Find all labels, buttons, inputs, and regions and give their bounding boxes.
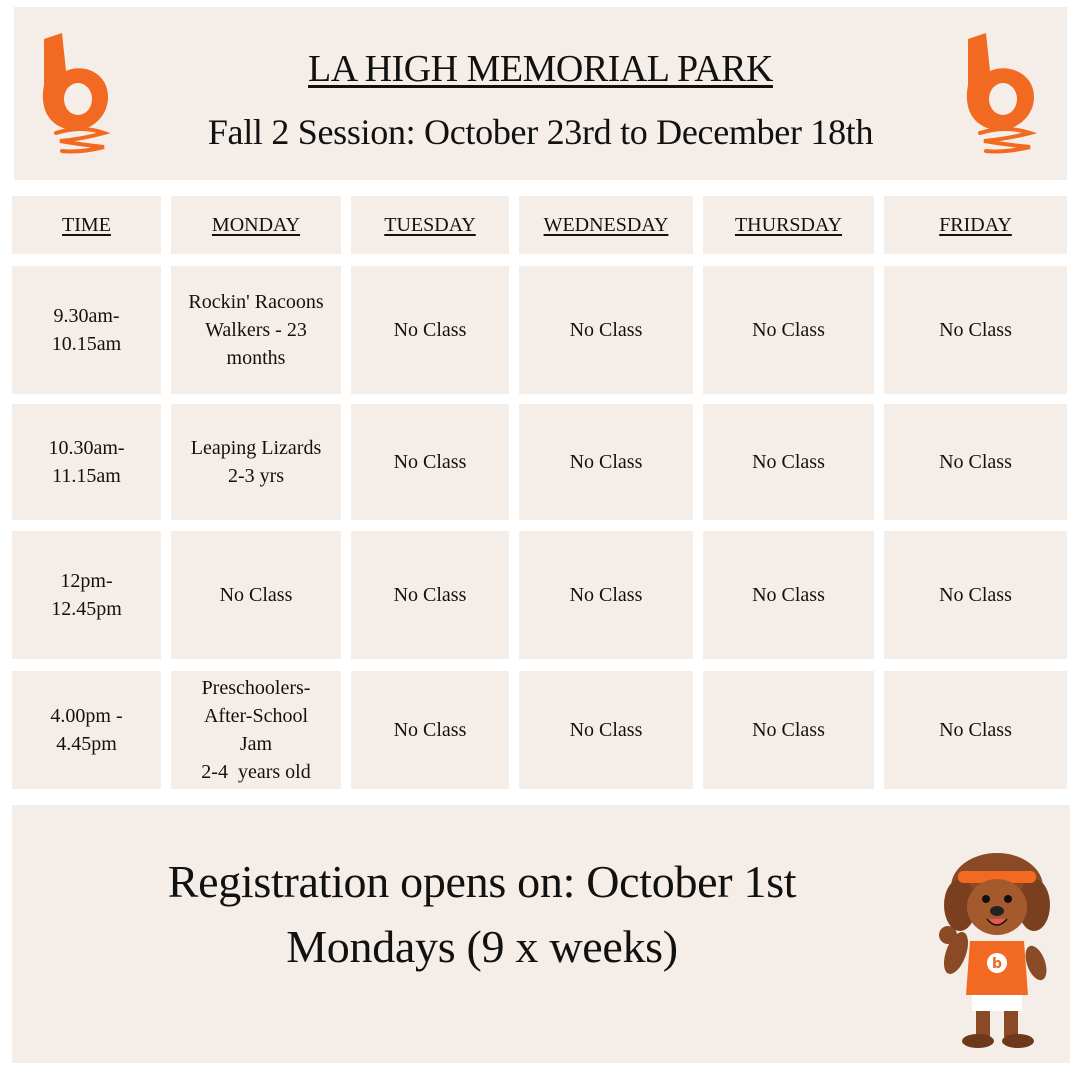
class-cell-wednesday [519, 531, 693, 659]
cell-line: No Class [939, 319, 1012, 341]
session-subtitle: Fall 2 Session: October 23rd to December 18th [207, 112, 874, 152]
class-cell-thursday [703, 671, 874, 789]
cell-line: 10.30am- [48, 437, 125, 459]
class-cell-tuesday [351, 266, 509, 394]
class-cell-tuesday [351, 404, 509, 520]
b-logo-icon [948, 25, 1048, 155]
cell-line: 12pm- [60, 570, 113, 592]
column-header-monday: MONDAY [171, 196, 341, 254]
class-cell-friday [884, 266, 1067, 394]
class-cell-wednesday [519, 266, 693, 394]
class-cell-wednesday [519, 671, 693, 789]
cell-line: Jam [239, 733, 273, 755]
cell-line: No Class [569, 584, 643, 606]
cell-line: No Class [393, 319, 467, 341]
cell-line: After-School [203, 705, 308, 727]
class-cell-friday [884, 671, 1067, 789]
cell-line: No Class [752, 584, 825, 606]
cell-line: No Class [939, 584, 1012, 606]
cell-line: 12.45pm [51, 598, 122, 620]
class-cell-tuesday [351, 531, 509, 659]
cell-line: No Class [752, 319, 825, 341]
cell-line: No Class [569, 719, 643, 741]
class-cell-wednesday [519, 404, 693, 520]
cell-line: 4.45pm [56, 733, 117, 755]
column-header-thursday: THURSDAY [703, 196, 874, 254]
cell-line: 9.30am- [53, 305, 120, 327]
class-cell-tuesday [351, 671, 509, 789]
cell-line: Walkers - 23 [205, 319, 307, 341]
time-slot-cell [12, 404, 161, 520]
class-cell-friday [884, 531, 1067, 659]
cell-line: Leaping Lizards [190, 437, 322, 459]
cell-line: No Class [569, 451, 643, 473]
column-header-tuesday: TUESDAY [351, 196, 509, 254]
cell-line: No Class [393, 451, 467, 473]
column-header-friday: FRIDAY [884, 196, 1067, 254]
footer-banner [12, 805, 1070, 1063]
class-cell-thursday [703, 404, 874, 520]
column-header-time: TIME [12, 196, 161, 254]
header-banner [14, 7, 1067, 180]
cell-line: months [226, 347, 286, 369]
cell-line: No Class [219, 584, 293, 606]
page-title: LA HIGH MEMORIAL PARK [308, 48, 773, 90]
class-cell-monday [171, 671, 341, 789]
cell-line: 4.00pm - [50, 705, 123, 727]
registration-text: Registration opens on: October 1st [167, 856, 797, 907]
cell-line: Rockin' Racoons [188, 291, 324, 313]
class-cell-thursday [703, 266, 874, 394]
cell-line: No Class [752, 719, 825, 741]
cell-line: No Class [752, 451, 825, 473]
time-slot-cell [12, 531, 161, 659]
cell-line: 11.15am [52, 465, 121, 487]
cell-line: No Class [393, 584, 467, 606]
dog-mascot-icon [932, 845, 1062, 1055]
cell-line: No Class [939, 451, 1012, 473]
class-cell-monday [171, 404, 341, 520]
cell-line: No Class [393, 719, 467, 741]
cell-line: No Class [939, 719, 1012, 741]
class-cell-monday [171, 531, 341, 659]
class-cell-thursday [703, 531, 874, 659]
cell-line: 2-4 years old [201, 761, 311, 783]
class-cell-monday [171, 266, 341, 394]
cell-line: 2-3 yrs [227, 465, 285, 487]
cell-line: No Class [569, 319, 643, 341]
class-cell-friday [884, 404, 1067, 520]
schedule-note: Mondays (9 x weeks) [286, 921, 678, 972]
column-header-wednesday: WEDNESDAY [519, 196, 693, 254]
cell-line: Preschoolers- [201, 677, 311, 699]
time-slot-cell [12, 266, 161, 394]
cell-line: 10.15am [51, 333, 122, 355]
svg-text:b: b [991, 956, 1003, 972]
time-slot-cell [12, 671, 161, 789]
